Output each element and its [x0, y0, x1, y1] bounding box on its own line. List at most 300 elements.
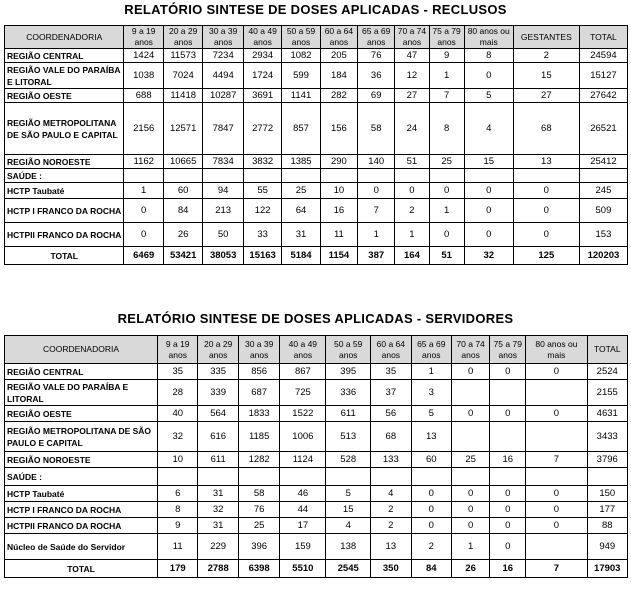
table-cell: 2545: [326, 560, 371, 578]
table-cell: 120203: [579, 247, 627, 265]
column-header: 60 a 64 anos: [320, 26, 357, 49]
table-cell: 7: [526, 452, 587, 468]
table-cell: 26521: [579, 103, 627, 155]
reclusos-table: [4, 25, 628, 265]
column-header: TOTAL: [579, 26, 627, 49]
table-cell: 7834: [203, 155, 244, 169]
table-cell: 599: [282, 63, 320, 89]
table-cell: 949: [587, 534, 628, 560]
table-cell: 0: [513, 199, 579, 223]
table-cell: 25: [238, 518, 280, 534]
row-label: TOTAL: [5, 247, 124, 265]
table-cell: [513, 169, 579, 183]
table-cell: 282: [320, 89, 357, 103]
table-cell: 15: [464, 155, 513, 169]
table-cell: 513: [326, 422, 371, 452]
table-cell: 56: [371, 406, 411, 422]
table-cell: 47: [395, 49, 429, 63]
column-header: 30 a 39 anos: [238, 336, 280, 364]
table-cell: 3: [411, 380, 451, 406]
table-cell: 0: [358, 183, 395, 199]
table-cell: 528: [326, 452, 371, 468]
table-cell: 6: [158, 486, 198, 502]
table-row: [5, 486, 628, 502]
table-cell: 1185: [238, 422, 280, 452]
table-cell: 611: [326, 406, 371, 422]
table-cell: 15127: [579, 63, 627, 89]
row-label: SAÚDE :: [5, 169, 124, 183]
table-cell: 4: [371, 486, 411, 502]
table-cell: 0: [451, 486, 489, 502]
table-cell: 94: [203, 183, 244, 199]
table-cell: 0: [464, 199, 513, 223]
table-row: [5, 452, 628, 468]
column-header-coordenadoria: COORDENADORIA: [5, 336, 158, 364]
table-cell: 0: [451, 518, 489, 534]
row-label: HCTPII FRANCO DA ROCHA: [5, 223, 124, 247]
table-cell: 6469: [124, 247, 163, 265]
column-header: 40 a 49 anos: [280, 336, 326, 364]
row-label: REGIÃO VALE DO PARAÍBA E LITORAL: [5, 63, 124, 89]
table-cell: 564: [198, 406, 238, 422]
table-cell: 25412: [579, 155, 627, 169]
table-cell: 11: [320, 223, 357, 247]
column-header: 75 a 79 anos: [490, 336, 526, 364]
table-cell: 25: [451, 452, 489, 468]
row-label: Núcleo de Saúde do Servidor: [5, 534, 158, 560]
table-cell: 6398: [238, 560, 280, 578]
table-cell: 156: [320, 103, 357, 155]
table-cell: 5184: [282, 247, 320, 265]
table-cell: 44: [280, 502, 326, 518]
table-cell: [526, 534, 587, 560]
table-row: [5, 468, 628, 486]
row-label: REGIÃO CENTRAL: [5, 49, 124, 63]
table-cell: [163, 169, 202, 183]
table-cell: 58: [358, 103, 395, 155]
table-row: [5, 169, 628, 183]
table-row: [5, 247, 628, 265]
table-cell: 15: [513, 63, 579, 89]
table-cell: 4: [326, 518, 371, 534]
table-cell: 2155: [587, 380, 628, 406]
table-cell: 46: [280, 486, 326, 502]
table-cell: 153: [579, 223, 627, 247]
table-cell: [198, 468, 238, 486]
row-label: HCTPII FRANCO DA ROCHA: [5, 518, 158, 534]
table-cell: 1522: [280, 406, 326, 422]
column-header: 30 a 39 anos: [203, 26, 244, 49]
column-header: 60 a 64 anos: [371, 336, 411, 364]
table-cell: 177: [587, 502, 628, 518]
table-cell: [490, 380, 526, 406]
table-cell: [280, 468, 326, 486]
table-cell: [451, 380, 489, 406]
table-cell: 0: [513, 183, 579, 199]
table-cell: 725: [280, 380, 326, 406]
column-header: 65 a 69 anos: [411, 336, 451, 364]
table-cell: 68: [371, 422, 411, 452]
table-cell: 33: [243, 223, 281, 247]
table-cell: [371, 468, 411, 486]
table-cell: [326, 468, 371, 486]
table-cell: 1162: [124, 155, 163, 169]
table-cell: 0: [490, 364, 526, 380]
table-cell: 2: [513, 49, 579, 63]
table-cell: 35: [371, 364, 411, 380]
table-row: [5, 63, 628, 89]
row-label: REGIÃO NOROESTE: [5, 155, 124, 169]
table-cell: 4631: [587, 406, 628, 422]
table-cell: 28: [158, 380, 198, 406]
table-cell: 69: [358, 89, 395, 103]
column-header: 50 a 59 anos: [326, 336, 371, 364]
table-cell: 58: [238, 486, 280, 502]
table-cell: [411, 468, 451, 486]
table-cell: 2: [411, 534, 451, 560]
table-cell: [451, 468, 489, 486]
table-cell: 7024: [163, 63, 202, 89]
table-cell: [238, 468, 280, 486]
column-header: 20 a 29 anos: [198, 336, 238, 364]
table-cell: 27642: [579, 89, 627, 103]
table-row: [5, 422, 628, 452]
table-cell: [243, 169, 281, 183]
table-cell: 0: [526, 364, 587, 380]
column-header: 9 a 19 anos: [124, 26, 163, 49]
table-cell: 1385: [282, 155, 320, 169]
table-cell: 0: [429, 223, 464, 247]
table-cell: 27: [513, 89, 579, 103]
column-header: 40 a 49 anos: [243, 26, 281, 49]
table-cell: [490, 422, 526, 452]
table-row: [5, 199, 628, 223]
table-cell: 138: [326, 534, 371, 560]
table-cell: 24594: [579, 49, 627, 63]
table-cell: 0: [451, 502, 489, 518]
table-cell: 3796: [587, 452, 628, 468]
table-cell: 205: [320, 49, 357, 63]
table-cell: 2934: [243, 49, 281, 63]
table-cell: 11: [158, 534, 198, 560]
column-header-coordenadoria: COORDENADORIA: [5, 26, 124, 49]
column-header: 9 a 19 anos: [158, 336, 198, 364]
table-cell: [526, 422, 587, 452]
table-cell: [587, 468, 628, 486]
column-header: 80 anos ou mais: [464, 26, 513, 49]
table-cell: 31: [198, 486, 238, 502]
table-cell: 509: [579, 199, 627, 223]
table-cell: 229: [198, 534, 238, 560]
table-cell: 290: [320, 155, 357, 169]
table-cell: 76: [358, 49, 395, 63]
table-cell: 245: [579, 183, 627, 199]
table-cell: 336: [326, 380, 371, 406]
row-label: HCTP I FRANCO DA ROCHA: [5, 502, 158, 518]
table-cell: 867: [280, 364, 326, 380]
table-cell: 1282: [238, 452, 280, 468]
table-cell: 32: [198, 502, 238, 518]
table-cell: 5: [411, 406, 451, 422]
table-cell: 1038: [124, 63, 163, 89]
table-cell: 12571: [163, 103, 202, 155]
table-cell: 25: [282, 183, 320, 199]
table-cell: 0: [526, 486, 587, 502]
row-label: HCTP Taubaté: [5, 183, 124, 199]
table-cell: 76: [238, 502, 280, 518]
table-cell: 9: [158, 518, 198, 534]
table-cell: 1: [429, 199, 464, 223]
table-cell: 16: [490, 452, 526, 468]
table-cell: 339: [198, 380, 238, 406]
table-row: [5, 364, 628, 380]
table-cell: 10: [320, 183, 357, 199]
column-header: 70 a 74 anos: [451, 336, 489, 364]
table-cell: 133: [371, 452, 411, 468]
table-cell: 4: [464, 103, 513, 155]
table-cell: [395, 169, 429, 183]
table-cell: 856: [238, 364, 280, 380]
table-cell: 68: [513, 103, 579, 155]
table-cell: 0: [464, 223, 513, 247]
table-cell: 1: [358, 223, 395, 247]
table-cell: 164: [395, 247, 429, 265]
table-cell: 395: [326, 364, 371, 380]
table-cell: 88: [587, 518, 628, 534]
table-row: [5, 518, 628, 534]
table-cell: 31: [282, 223, 320, 247]
table-cell: 10287: [203, 89, 244, 103]
table-cell: 7234: [203, 49, 244, 63]
row-label: TOTAL: [5, 560, 158, 578]
row-label: REGIÃO NOROESTE: [5, 452, 158, 468]
table-cell: 60: [163, 183, 202, 199]
row-label: REGIÃO METROPOLITANA DE SÃO PAULO E CAPITAL: [5, 103, 124, 155]
table-cell: 1082: [282, 49, 320, 63]
table-cell: 857: [282, 103, 320, 155]
table-cell: 4494: [203, 63, 244, 89]
table-cell: 3832: [243, 155, 281, 169]
servidores-table: [4, 335, 628, 578]
table-cell: 8: [158, 502, 198, 518]
table-cell: 0: [124, 223, 163, 247]
table-cell: 179: [158, 560, 198, 578]
table-cell: 150: [587, 486, 628, 502]
table-cell: 13: [411, 422, 451, 452]
table-cell: 335: [198, 364, 238, 380]
table-cell: 2772: [243, 103, 281, 155]
table-cell: 1: [451, 534, 489, 560]
table-cell: 213: [203, 199, 244, 223]
table-cell: 611: [198, 452, 238, 468]
table-cell: [526, 380, 587, 406]
table-cell: 32: [158, 422, 198, 452]
table-cell: 1006: [280, 422, 326, 452]
table-cell: 8: [429, 103, 464, 155]
table-cell: 0: [526, 518, 587, 534]
table-cell: 1724: [243, 63, 281, 89]
row-label: SAÚDE :: [5, 468, 158, 486]
table-cell: 15: [326, 502, 371, 518]
table-cell: 7: [526, 560, 587, 578]
table-row: [5, 502, 628, 518]
reclusos-title: RELATÓRIO SINTESE DE DOSES APLICADAS - RECLUSOS: [124, 2, 507, 17]
table-cell: 15163: [243, 247, 281, 265]
table-cell: 688: [124, 89, 163, 103]
table-cell: 64: [282, 199, 320, 223]
table-cell: 0: [464, 183, 513, 199]
table-row: [5, 103, 628, 155]
row-label: REGIÃO VALE DO PARAÍBA E LITORAL: [5, 380, 158, 406]
table-cell: 11573: [163, 49, 202, 63]
row-label: HCTP Taubaté: [5, 486, 158, 502]
table-cell: 3433: [587, 422, 628, 452]
table-cell: 122: [243, 199, 281, 223]
table-cell: 7847: [203, 103, 244, 155]
table-cell: 0: [411, 486, 451, 502]
table-row: [5, 223, 628, 247]
table-cell: 0: [451, 364, 489, 380]
table-cell: 25: [429, 155, 464, 169]
table-cell: 1: [395, 223, 429, 247]
table-cell: 2: [395, 199, 429, 223]
column-header: 65 a 69 anos: [358, 26, 395, 49]
table-cell: 51: [429, 247, 464, 265]
table-cell: [429, 169, 464, 183]
table-cell: 1: [411, 364, 451, 380]
table-row: [5, 406, 628, 422]
table-cell: 38053: [203, 247, 244, 265]
column-header: 70 a 74 anos: [395, 26, 429, 49]
table-cell: 8: [464, 49, 513, 63]
table-cell: 13: [513, 155, 579, 169]
table-row: [5, 183, 628, 199]
table-cell: 2788: [198, 560, 238, 578]
table-cell: 0: [513, 223, 579, 247]
row-label: REGIÃO OESTE: [5, 406, 158, 422]
table-cell: 125: [513, 247, 579, 265]
table-cell: 24: [395, 103, 429, 155]
table-cell: [526, 468, 587, 486]
table-cell: [158, 468, 198, 486]
table-row: [5, 560, 628, 578]
table-cell: 37: [371, 380, 411, 406]
table-cell: 32: [464, 247, 513, 265]
table-cell: 40: [158, 406, 198, 422]
column-header: TOTAL: [587, 336, 628, 364]
column-header: 20 a 29 anos: [163, 26, 202, 49]
table-cell: 7: [358, 199, 395, 223]
table-cell: 1154: [320, 247, 357, 265]
table-cell: 17: [280, 518, 326, 534]
table-cell: 1424: [124, 49, 163, 63]
table-cell: [124, 169, 163, 183]
table-cell: [451, 422, 489, 452]
table-cell: 0: [490, 534, 526, 560]
table-cell: 5: [464, 89, 513, 103]
table-cell: 387: [358, 247, 395, 265]
table-cell: 0: [429, 183, 464, 199]
table-cell: 60: [411, 452, 451, 468]
table-cell: 11418: [163, 89, 202, 103]
table-cell: 5: [326, 486, 371, 502]
table-cell: 0: [526, 406, 587, 422]
table-cell: 1: [124, 183, 163, 199]
table-cell: 50: [203, 223, 244, 247]
table-row: [5, 89, 628, 103]
table-cell: 3691: [243, 89, 281, 103]
row-label: REGIÃO CENTRAL: [5, 364, 158, 380]
column-header: 75 a 79 anos: [429, 26, 464, 49]
table-cell: [490, 468, 526, 486]
table-cell: 0: [464, 63, 513, 89]
table-cell: 5510: [280, 560, 326, 578]
table-cell: 16: [490, 560, 526, 578]
table-cell: 159: [280, 534, 326, 560]
column-header: GESTANTES: [513, 26, 579, 49]
table-cell: 26: [163, 223, 202, 247]
table-cell: [579, 169, 627, 183]
table-cell: 16: [320, 199, 357, 223]
table-cell: [358, 169, 395, 183]
table-cell: 26: [451, 560, 489, 578]
table-cell: 36: [358, 63, 395, 89]
table-cell: 12: [395, 63, 429, 89]
table-cell: 1141: [282, 89, 320, 103]
table-row: [5, 155, 628, 169]
table-cell: 0: [490, 518, 526, 534]
table-row: [5, 49, 628, 63]
table-cell: 0: [490, 486, 526, 502]
table-cell: 350: [371, 560, 411, 578]
table-cell: 31: [198, 518, 238, 534]
table-cell: 17903: [587, 560, 628, 578]
table-cell: 0: [526, 502, 587, 518]
table-cell: 2: [371, 502, 411, 518]
table-cell: 616: [198, 422, 238, 452]
table-cell: 13: [371, 534, 411, 560]
table-cell: 0: [411, 518, 451, 534]
table-row: [5, 380, 628, 406]
table-cell: 1833: [238, 406, 280, 422]
table-cell: 9: [429, 49, 464, 63]
row-label: REGIÃO METROPOLITANA DE SÃO PAULO E CAPITAL: [5, 422, 158, 452]
row-label: HCTP I FRANCO DA ROCHA: [5, 199, 124, 223]
table-cell: 2156: [124, 103, 163, 155]
table-cell: 2: [371, 518, 411, 534]
table-cell: 51: [395, 155, 429, 169]
table-cell: 7: [429, 89, 464, 103]
table-cell: 35: [158, 364, 198, 380]
servidores-title: RELATÓRIO SINTESE DE DOSES APLICADAS - SERVIDORES: [117, 311, 514, 326]
row-label: REGIÃO OESTE: [5, 89, 124, 103]
table-cell: 687: [238, 380, 280, 406]
table-cell: [282, 169, 320, 183]
table-cell: 1124: [280, 452, 326, 468]
table-cell: 84: [411, 560, 451, 578]
table-cell: 0: [411, 502, 451, 518]
table-cell: 396: [238, 534, 280, 560]
table-cell: 140: [358, 155, 395, 169]
column-header: 80 anos ou mais: [526, 336, 587, 364]
table-cell: 55: [243, 183, 281, 199]
table-cell: 10: [158, 452, 198, 468]
table-cell: 0: [451, 406, 489, 422]
table-cell: 0: [124, 199, 163, 223]
table-cell: 53421: [163, 247, 202, 265]
column-header: 50 a 59 anos: [282, 26, 320, 49]
table-cell: 10665: [163, 155, 202, 169]
